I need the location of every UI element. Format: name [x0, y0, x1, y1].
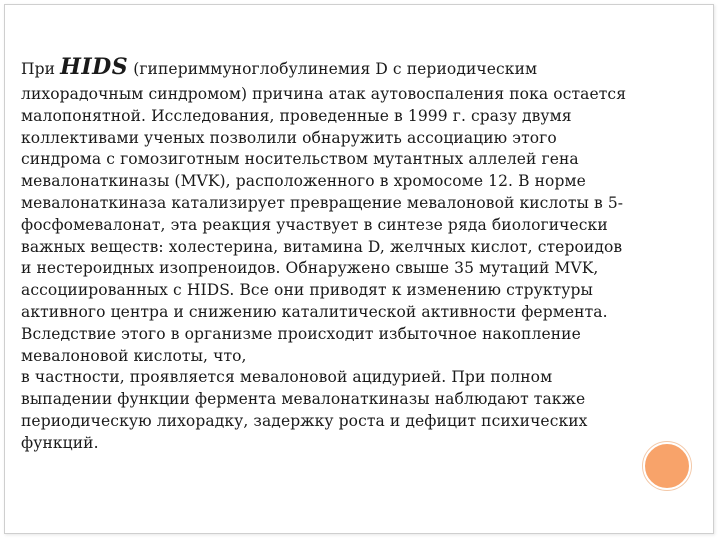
text-line: малопонятной. Исследования, проведенные в 1999 г. сразу двумя: [21, 106, 572, 125]
lead-word: При: [21, 60, 56, 78]
text-line: [21, 52, 661, 84]
text-line: Вследствие этого в организме происходит избыточное накопление: [21, 324, 581, 343]
text-line: в частности, проявляется мевалоновой ацидурией. При полном: [21, 368, 553, 387]
hids-emphasis: HIDS: [60, 54, 129, 80]
text-line: лихорадочным синдромом) причина атак аутовоспаления пока остается: [21, 85, 627, 103]
decorative-circle: [643, 442, 691, 490]
body-text: [21, 52, 661, 455]
text-line: важных веществ: холестерина, витамина D, желчных кислот, стероидов: [21, 237, 623, 256]
text-line-content: (гипериммуноглобулинемия D с периодическим: [133, 60, 538, 78]
text-line: выпадении функции фермента мевалонаткиназы наблюдают также: [21, 390, 586, 409]
text-line: активного центра и снижению каталитической активности фермента.: [21, 302, 608, 321]
text-line: и нестероидных изопреноидов. Обнаружено свыше 35 мутаций MVK,: [21, 259, 599, 278]
text-line: мевалонаткиназы (MVK), расположенного в хромосоме 12. В норме: [21, 172, 586, 191]
text-line: мевалонаткиназа катализирует превращение мевалоновой кислоты в 5-: [21, 193, 624, 212]
text-line: фосфомевалонат, эта реакция участвует в синтезе ряда биологически: [21, 215, 608, 234]
text-line: функций.: [21, 433, 99, 452]
text-line: ассоциированных с HIDS. Все они приводят к изменению структуры: [21, 281, 593, 300]
text-line: мевалоновой кислоты, что,: [21, 346, 247, 365]
text-line: синдрома с гомозиготным носительством мутантных аллелей гена: [21, 150, 579, 169]
text-line: коллективами ученых позволили обнаружить ассоциацию этого: [21, 128, 557, 147]
text-line: периодическую лихорадку, задержку роста и дефицит психических: [21, 411, 588, 430]
